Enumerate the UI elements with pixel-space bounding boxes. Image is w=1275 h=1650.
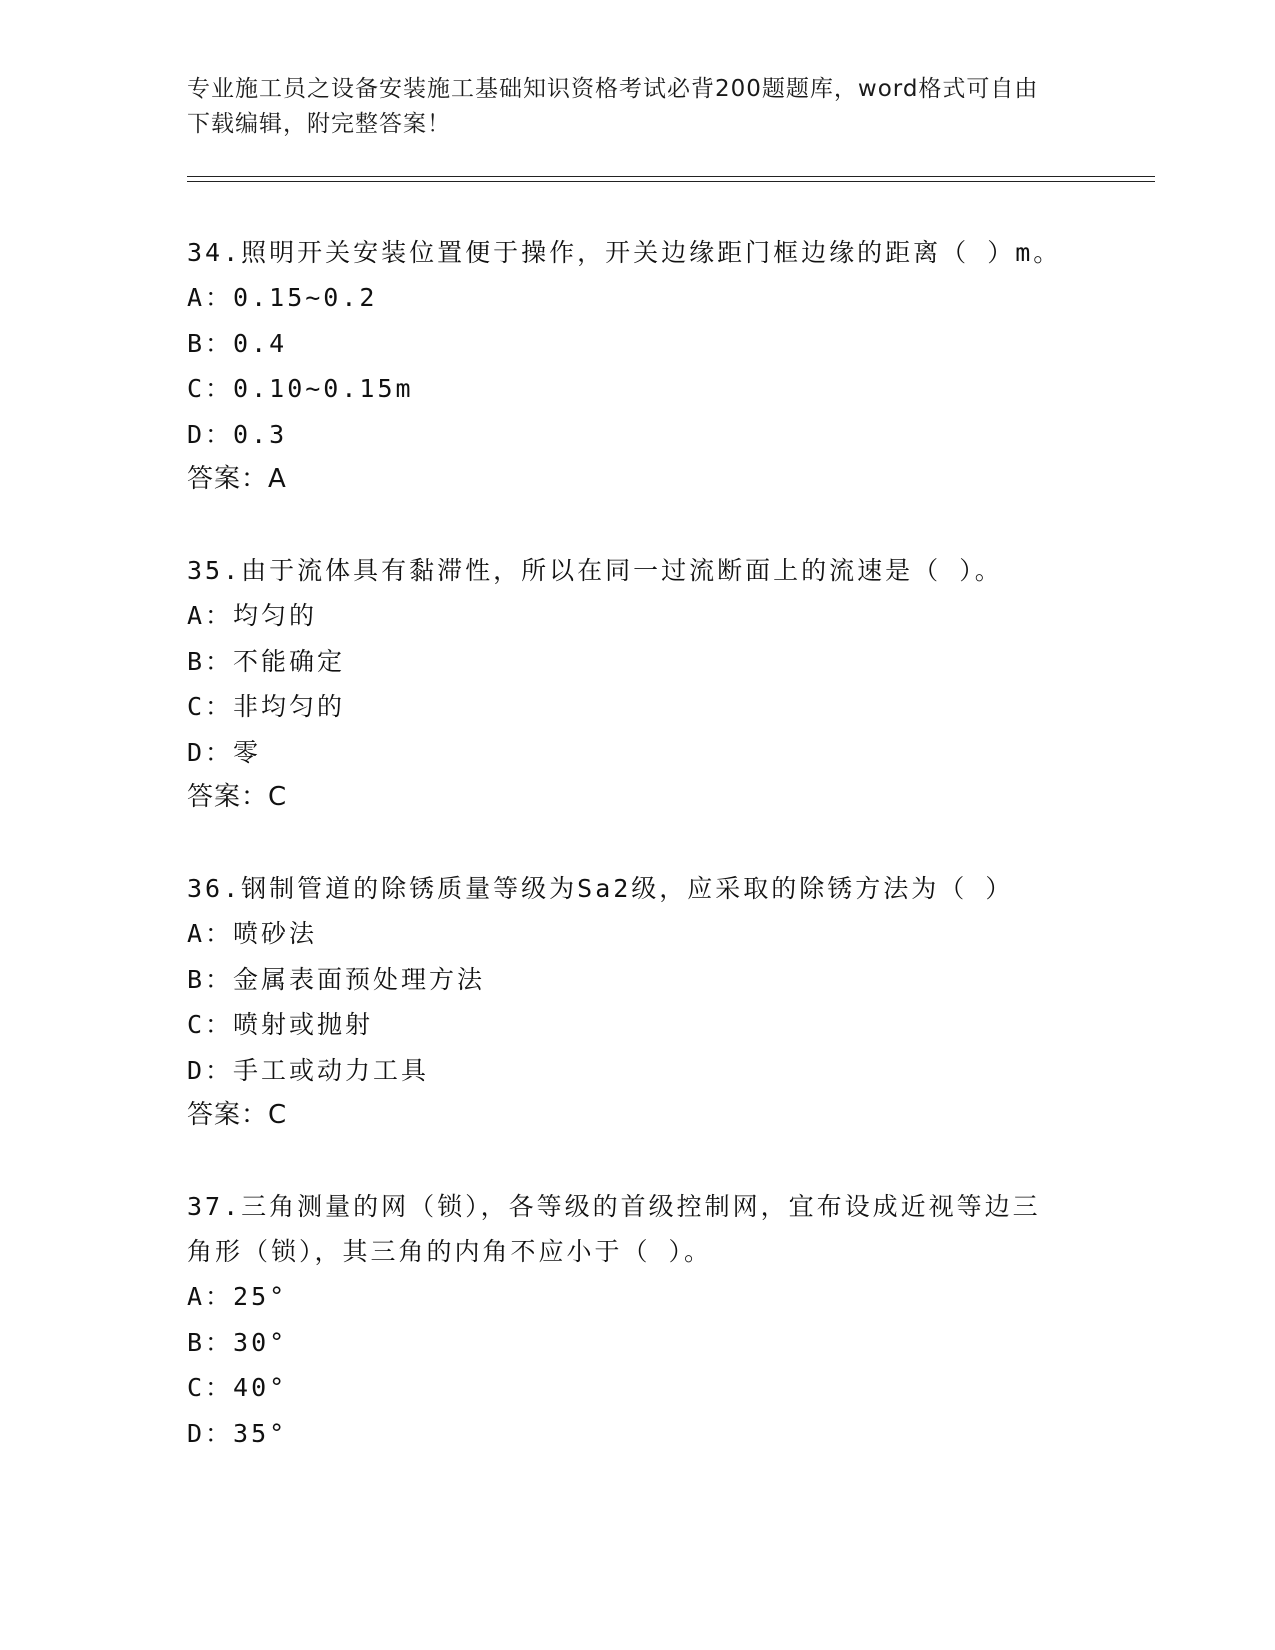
answer: 答案：A <box>187 464 287 494</box>
option-b: B：30° <box>187 1327 288 1357</box>
header-divider-top <box>187 176 1155 177</box>
question-37 <box>187 1184 1107 1456</box>
option-d: D：手工或动力工具 <box>187 1055 430 1085</box>
option-d: D：0.3 <box>187 419 288 449</box>
answer: 答案：C <box>187 782 288 812</box>
option-d: D：35° <box>187 1418 288 1448</box>
header-line-1: 专业施工员之设备安装施工基础知识资格考试必背200题题库，word格式可自由 <box>187 76 1039 102</box>
question-34 <box>187 230 1107 502</box>
option-b: B：不能确定 <box>187 646 346 676</box>
option-c: C：喷射或抛射 <box>187 1010 374 1039</box>
option-c: C：非均匀的 <box>187 692 346 721</box>
question-36 <box>187 866 1107 1138</box>
question-stem-line-2: 角形（锁），其三角的内角不应小于（ ）。 <box>187 1237 713 1266</box>
question-stem: 34.照明开关安装位置便于操作，开关边缘距门框边缘的距离（ ）m。 <box>187 238 1062 267</box>
option-c: C：40° <box>187 1373 288 1402</box>
option-b: B：金属表面预处理方法 <box>187 964 486 994</box>
option-a: A：均匀的 <box>187 601 318 630</box>
question-35 <box>187 548 1107 820</box>
header-divider-bottom <box>187 181 1155 182</box>
document-header <box>187 72 1087 142</box>
option-a: A：喷砂法 <box>187 919 318 948</box>
option-b: B：0.4 <box>187 328 288 358</box>
option-a: A：0.15~0.2 <box>187 283 378 312</box>
question-stem: 36.钢制管道的除锈质量等级为Sa2级，应采取的除锈方法为（ ） <box>187 874 1014 903</box>
question-stem: 35.由于流体具有黏滞性，所以在同一过流断面上的流速是（ ）。 <box>187 556 1003 585</box>
answer: 答案：C <box>187 1100 288 1130</box>
header-line-2: 下载编辑，附完整答案！ <box>187 111 451 137</box>
option-c: C：0.10~0.15m <box>187 374 414 403</box>
question-stem-line-1: 37.三角测量的网（锁），各等级的首级控制网，宜布设成近视等边三 <box>187 1192 1041 1221</box>
option-a: A：25° <box>187 1282 288 1311</box>
option-d: D：零 <box>187 737 262 767</box>
